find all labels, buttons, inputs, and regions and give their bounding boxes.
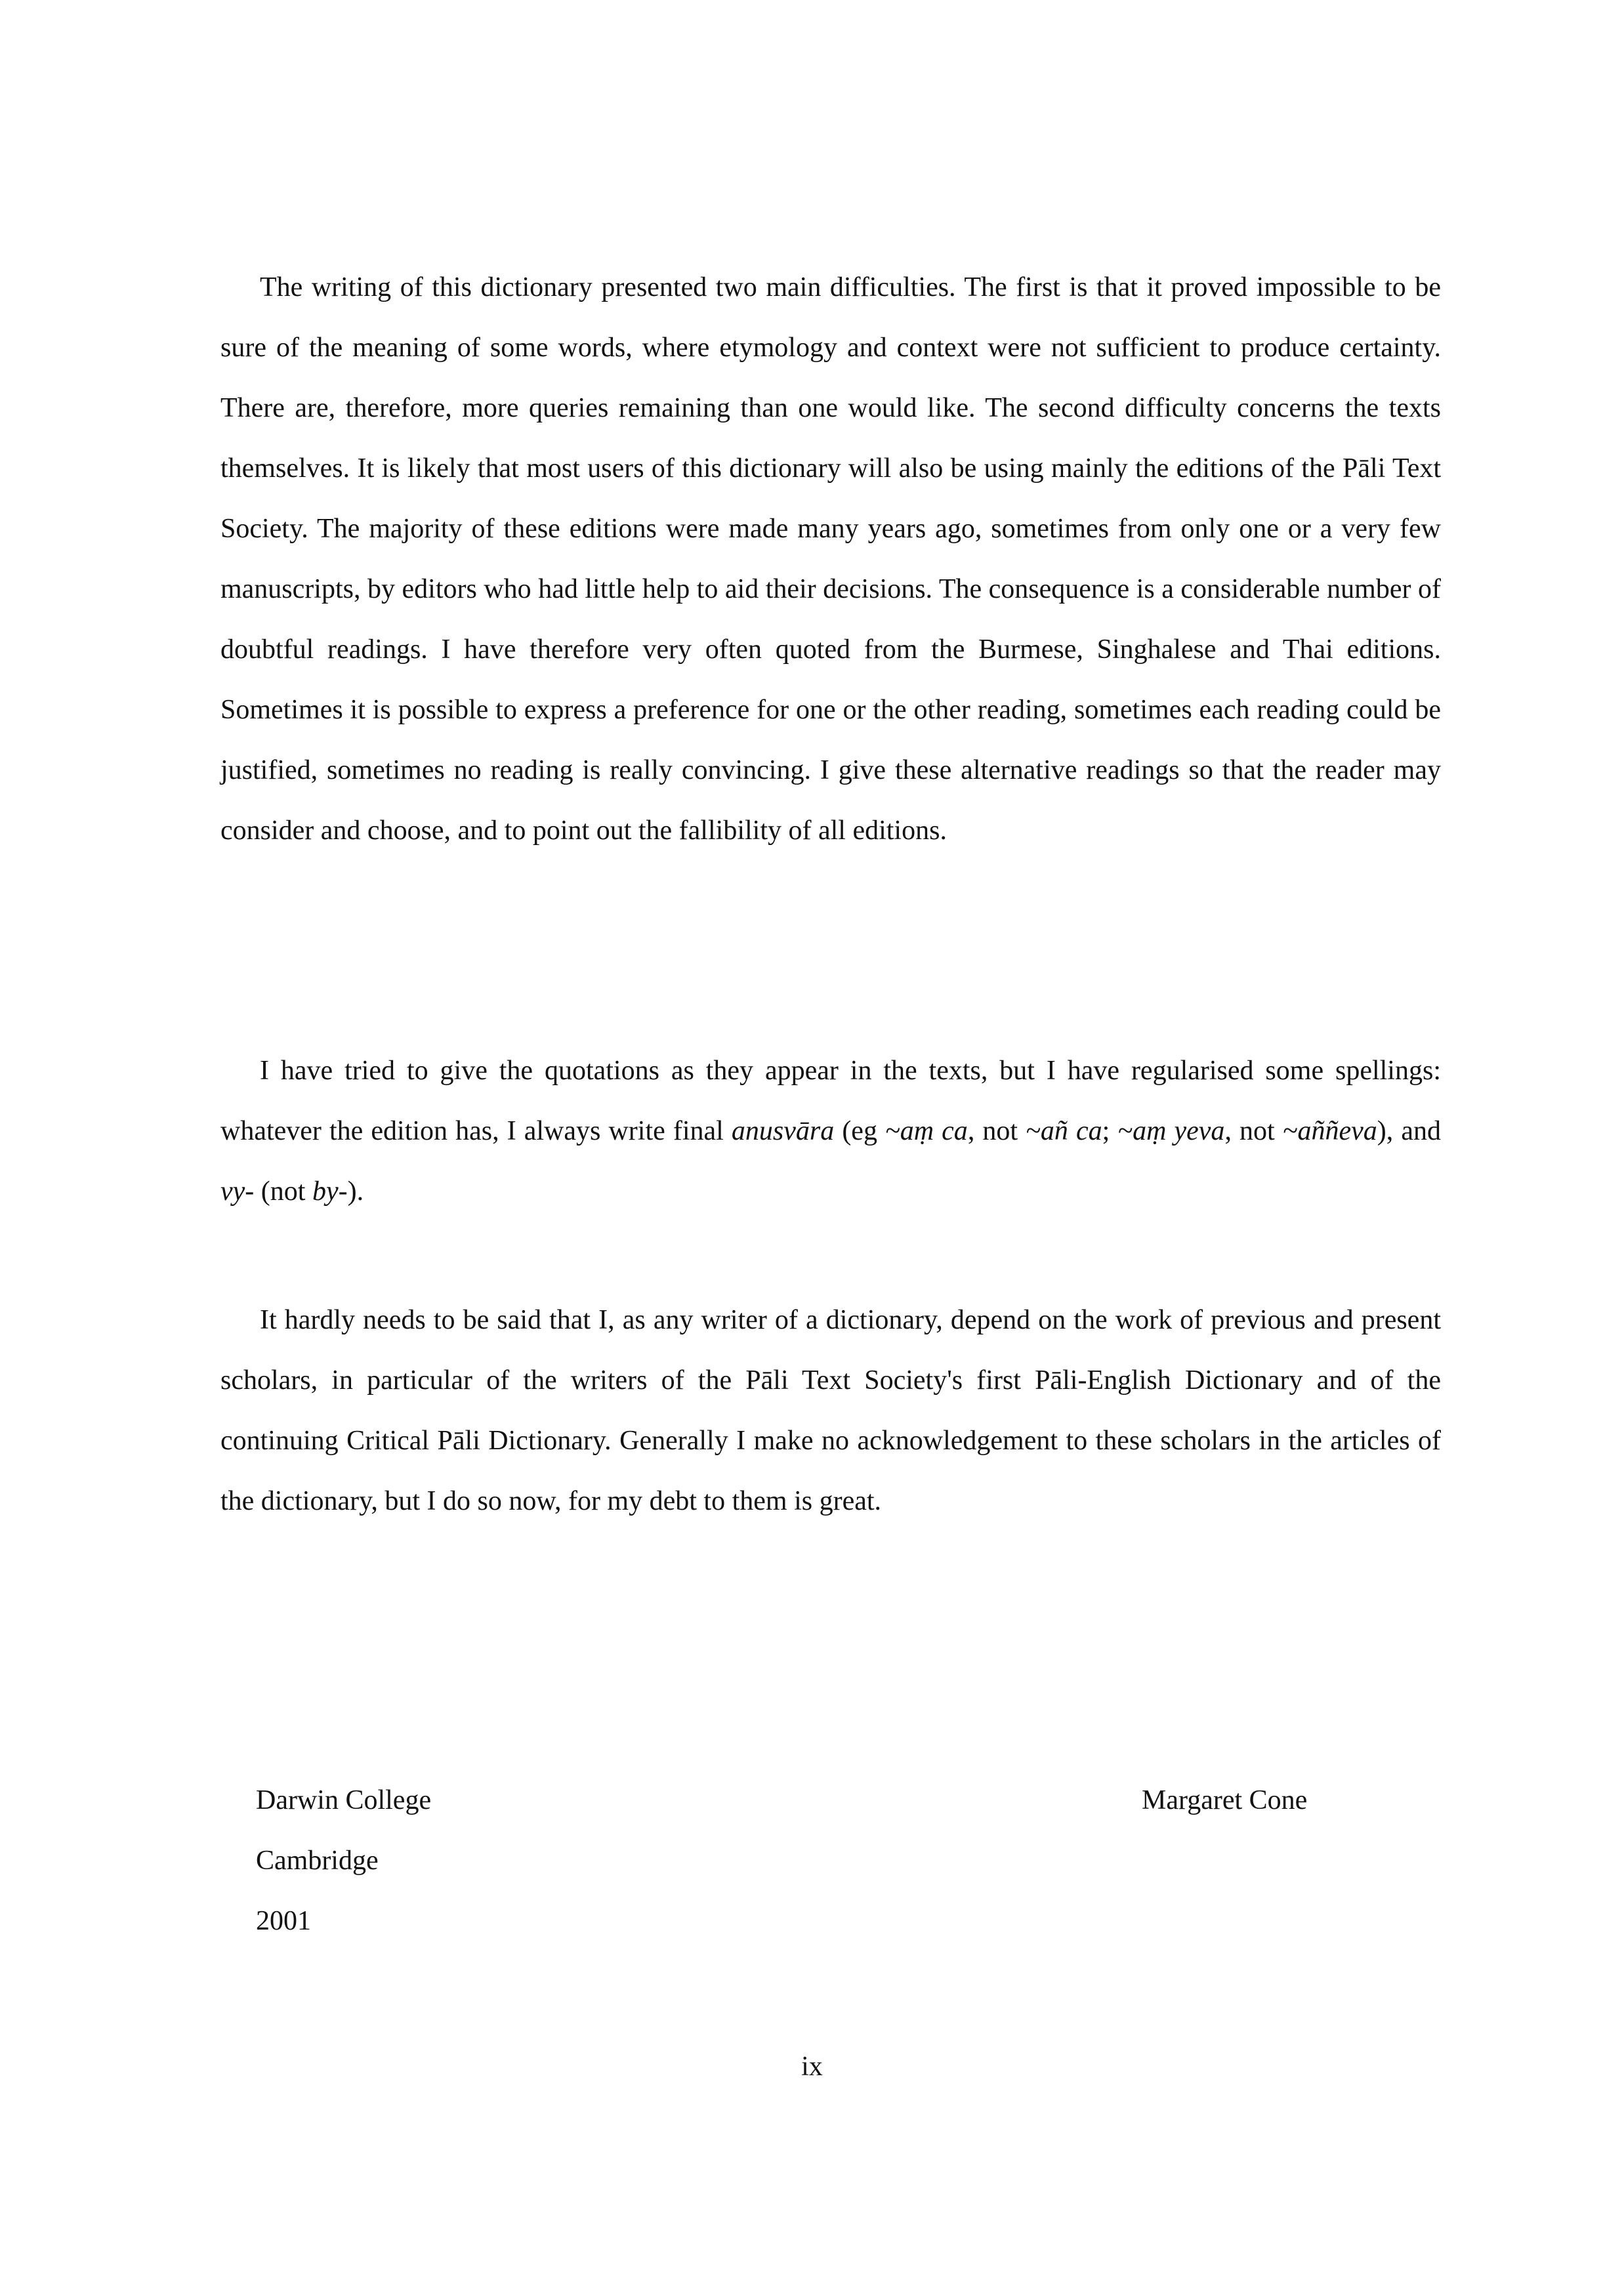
italic-term: by- — [312, 1176, 348, 1207]
text-segment: ), and — [1377, 1116, 1442, 1146]
text-segment: , not — [1224, 1116, 1283, 1146]
paragraph-difficulties: The writing of this dictionary presented two main difficulties. The first is that it proved impossible to be sure of the meaning of some words, where etymology and context were not sufficient to produce certainty. There are, therefore, more queries remaining than one would like. The second difficulty concerns the texts themselves. It is likely that most users of this dictionary will also be using mainly the editions of the Pāli Text Society. The majority of these editions were made many years ago, sometimes from only one or a very few manuscripts, by editors who had little help to aid their decisions. The consequence is a considerable number of doubtful readings. I have therefore very often quoted from the Burmese, Singhalese and Thai editions. Sometimes it is possible to express a preference for one or the other reading, sometimes each reading could be justified, sometimes no reading is really convincing. I give these alternative readings so that the reader may consider and choose, and to point out the fallibility of all editions. — [220, 272, 1441, 846]
text-segment: (not — [254, 1176, 312, 1207]
italic-term: ~aññeva — [1282, 1116, 1377, 1146]
italic-term: vy- — [220, 1176, 255, 1207]
italic-term: anusvāra — [731, 1116, 835, 1146]
text-segment: ). — [347, 1176, 364, 1207]
place-line-college: Darwin College — [256, 1785, 432, 1815]
italic-term: ~añ ca — [1026, 1116, 1102, 1146]
text-segment: I have tried to give the quotations as they appear in the texts, but I have regularised some spellings: whatever the edition has, I always write final — [220, 1056, 1441, 1146]
signature-place — [256, 1770, 431, 1951]
paragraph-spellings — [220, 1041, 1441, 1222]
place-line-city: Cambridge — [256, 1846, 379, 1876]
text-segment: , not — [967, 1116, 1026, 1146]
signature-year: 2001 — [256, 1906, 311, 1936]
text-segment: ; — [1102, 1116, 1118, 1146]
signature-author: Margaret Cone — [1142, 1785, 1308, 1815]
paragraph-acknowledgement: It hardly needs to be said that I, as any writer of a dictionary, depend on the work of previous and present scholars, in particular of the writers of the Pāli Text Society's first Pāli-English Dictionary and of the continuing Critical Pāli Dictionary. Generally I make no acknowledgement to these scholars in the articles of the dictionary, but I do so now, for my debt to them is great. — [220, 1305, 1441, 1516]
italic-term: ~aṃ ca — [885, 1116, 968, 1146]
italic-term: ~aṃ yeva — [1117, 1116, 1225, 1146]
page-number: ix — [801, 2052, 823, 2082]
text-segment: (eg — [834, 1116, 886, 1146]
